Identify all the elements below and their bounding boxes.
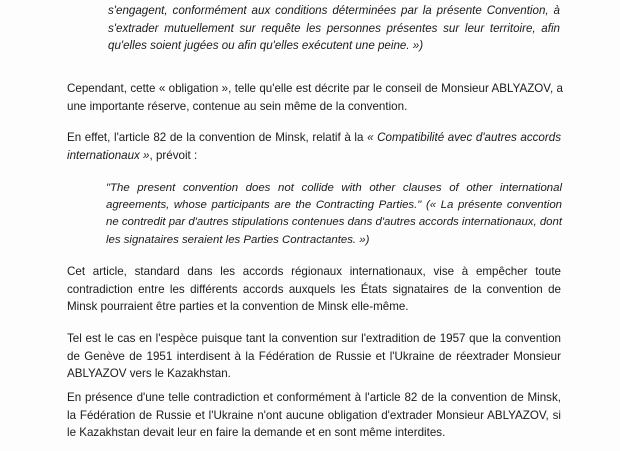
paragraph-conclusion: En présence d'une telle contradiction et conformément à l'article 82 de la convention de Minsk, la Fédération de Russie et l'Ukraine n'ont aucune obligation d'extrader Monsieur ABLYAZOV, si le Kazakhstan devait leur en faire la demande et en sont même interdites. [67,391,561,439]
quote-english: "The present convention does not collide with other clauses of other international agreements, whose participants are the Contracting Parties." [106,182,562,212]
paragraph-standard-article: Cet article, standard dans les accords régionaux internationaux, vise à empêcher toute contradiction entre les différents accords auxquels les États signataires de la convention de Minsk pourraient être parties et la convention de Minsk elle-même. [67,265,561,313]
article-82-quote [106,180,562,249]
paragraph-case-in-point: Tel est le cas en l'espèce puisque tant la convention sur l'extradition de 1957 que la convention de Genève de 1951 interdisent à la Fédération de Russie et l'Ukraine de réextrader Monsieur ABLYAZOV vers le Kazakhstan. [67,332,561,380]
article-82-prefix: En effet, l'article 82 de la convention de Minsk, relatif à la [67,131,368,144]
paragraph-article-82-intro [67,129,561,164]
article-82-title: « Compatibilité avec d'autres accords internationaux » [67,131,561,162]
quote-french-translation: (« La présente convention ne contredit par d'autres stipulations contenues dans d'autres accords internationaux, dont les signataires seraient les Parties Contractantes. ») [106,199,562,246]
article-82-suffix: , prévoit : [149,148,198,162]
paragraph-reserve: Cependant, cette « obligation », telle qu'elle est décrite par le conseil de Monsieur ABLYAZOV, a une importante réserve, contenue au sein même de la convention. [67,82,563,113]
paragraph-extradition-obligation: s'engagent, conformément aux conditions déterminées par la présente Convention, à s'extrader mutuellement sur requête les personnes présentes sur leur territoire, afin qu'elles soient jugées ou afin qu'elles exécutent une peine. ») [108,4,560,52]
